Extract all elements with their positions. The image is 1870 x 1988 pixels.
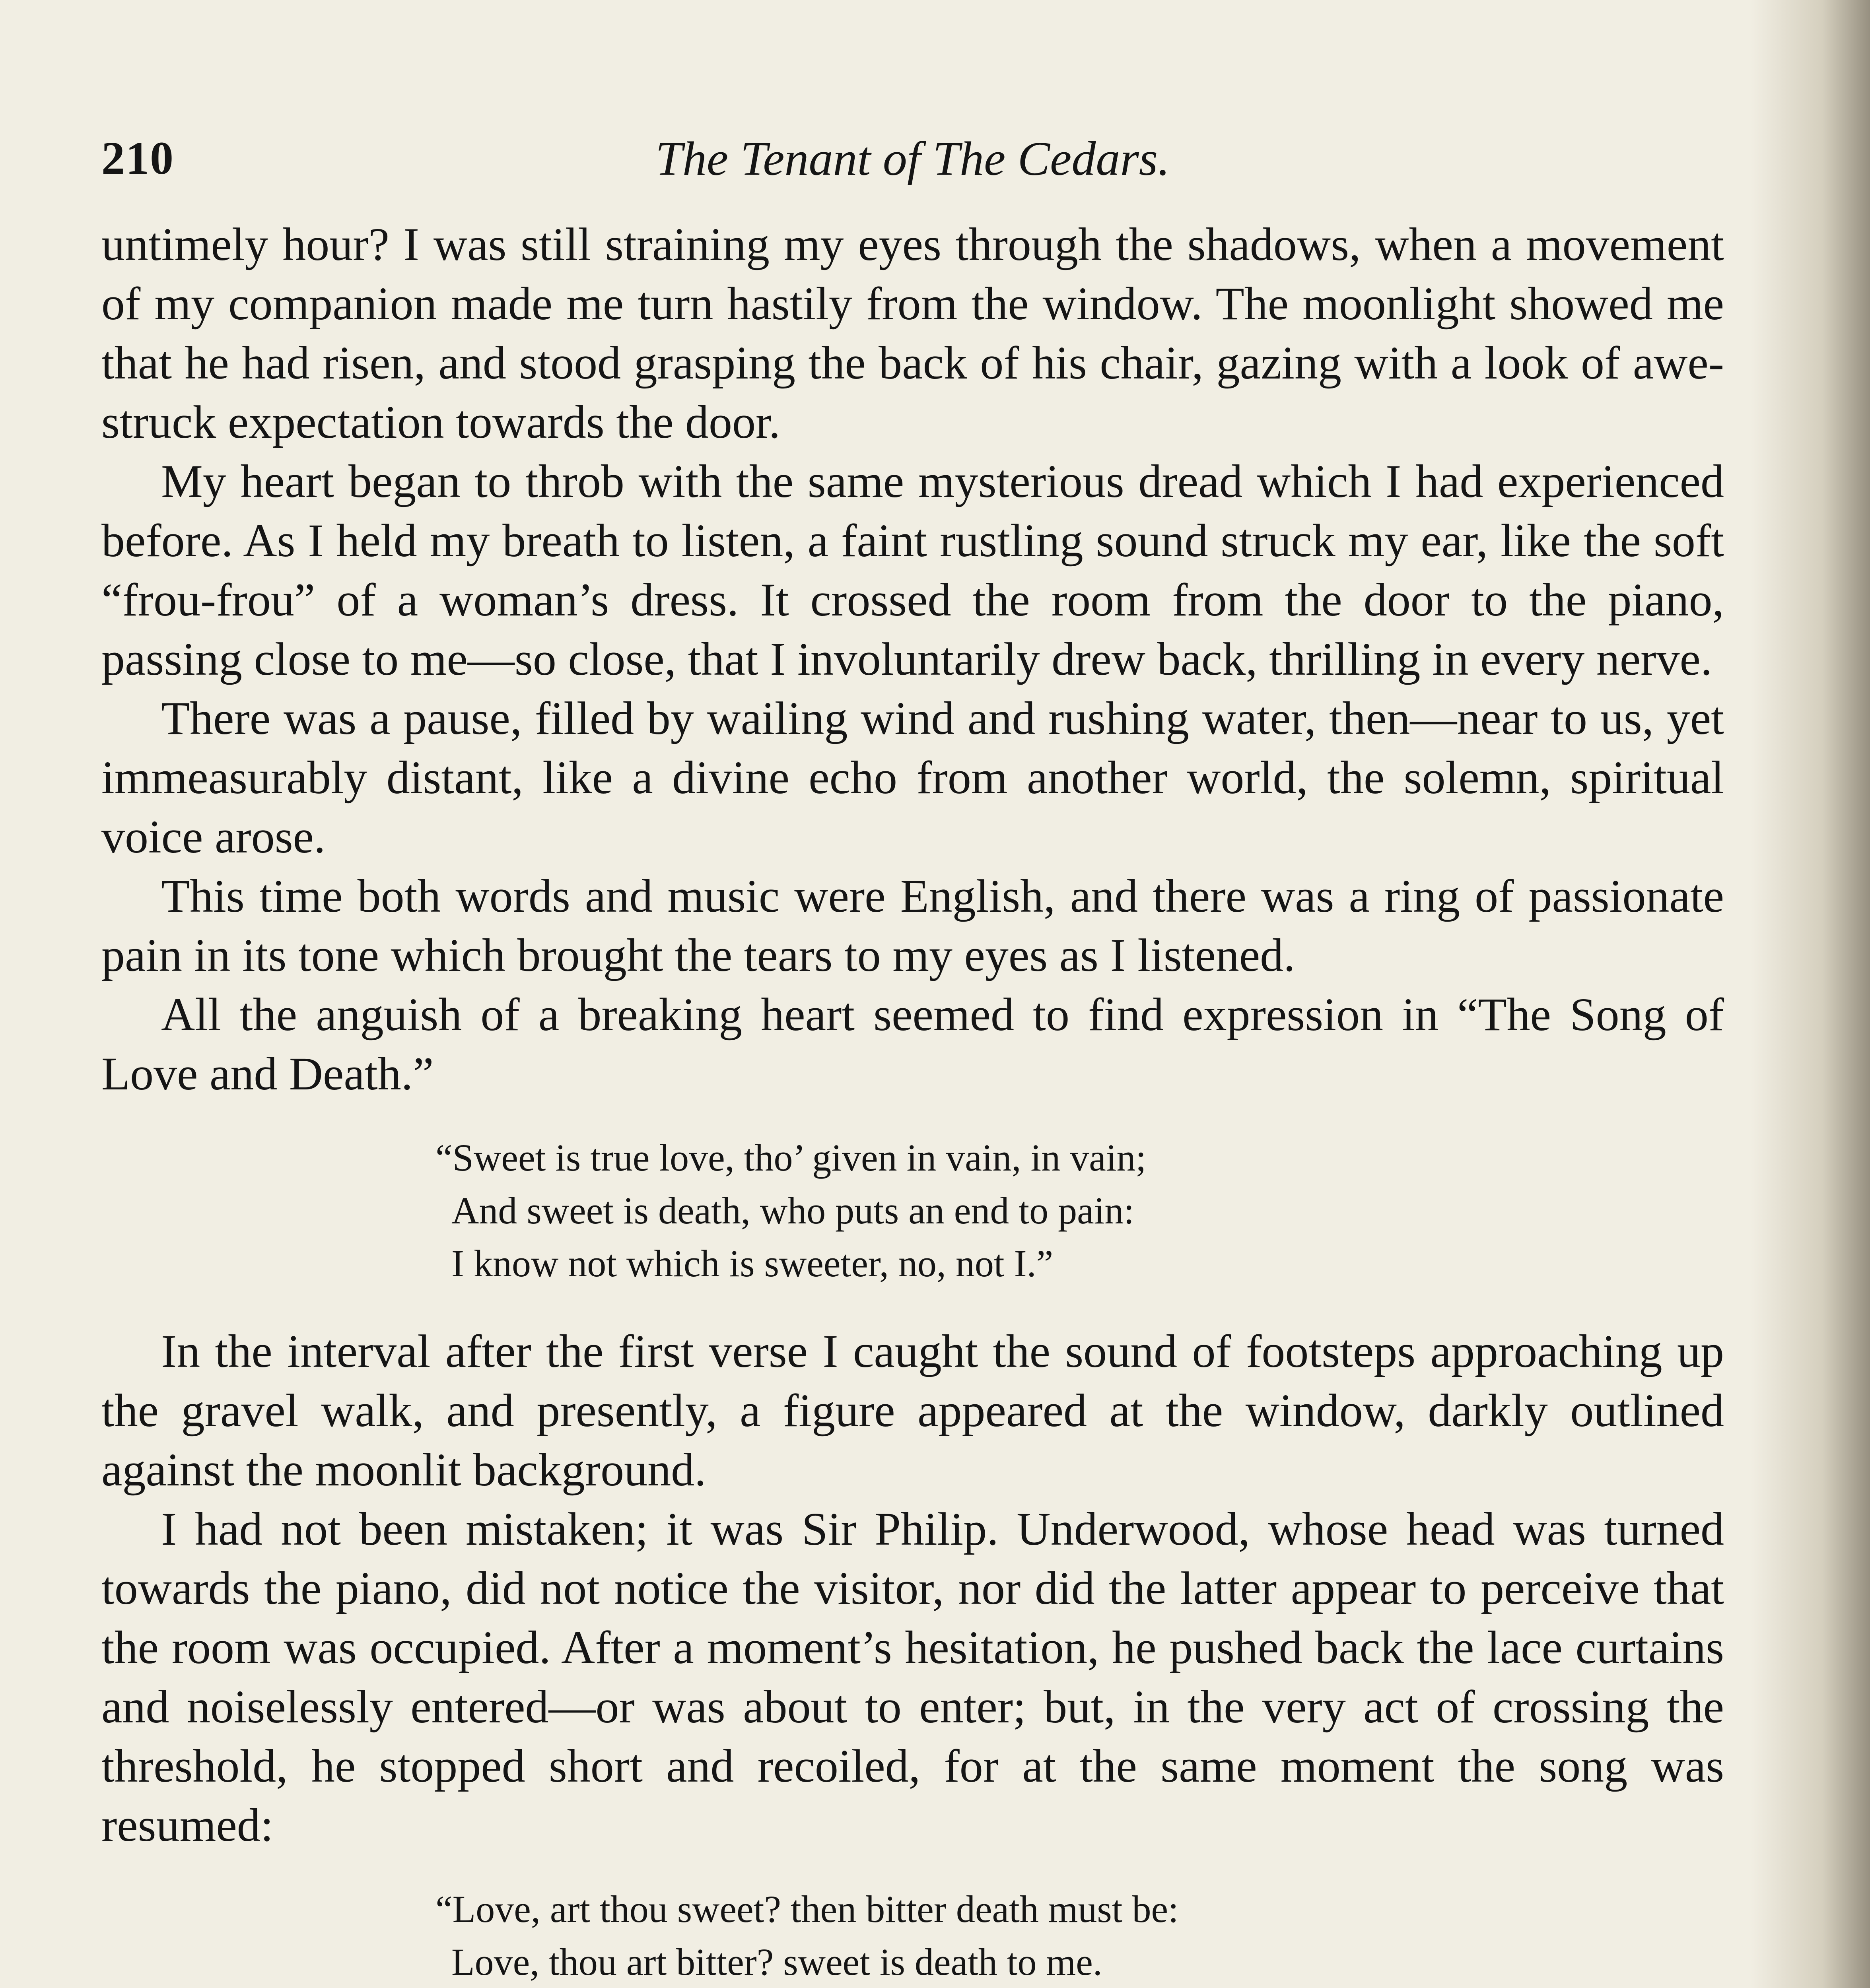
verse-stanza-1	[101, 1131, 1724, 1290]
paragraph: This time both words and music were English, and there was a ring of passionate pain in its tone which brought the tears to my eyes as I listened.	[101, 870, 1724, 981]
paragraph: In the interval after the first verse I caught the sound of footsteps approaching up the gravel walk, and presently, a figure appeared at the window, darkly outlined against the moonlit background.	[101, 1325, 1724, 1496]
verse-line: “Sweet is true love, tho’ given in vain, in vain;	[435, 1136, 1147, 1179]
verse-stanza-2	[101, 1883, 1724, 1988]
paragraph: There was a pause, filled by wailing wind and rushing water, then—near to us, yet immeasurably distant, like a divine echo from another world, the solemn, spiritual voice arose.	[101, 692, 1724, 863]
book-page	[101, 119, 1724, 1988]
body-text	[101, 215, 1724, 1988]
verse-line: “Love, art thou sweet? then bitter death must be:	[435, 1888, 1179, 1930]
page-header	[101, 119, 1724, 199]
paragraph: All the anguish of a breaking heart seemed to find expression in “The Song of Love and Death.”	[101, 988, 1724, 1100]
paragraph: untimely hour? I was still straining my eyes through the shadows, when a movement of my companion made me turn hastily from the window. The moonlight showed me that he had risen, and stood grasping the back of his chair, gazing with a look of awe-struck expectation towards the door.	[101, 218, 1724, 448]
page-edge-shadow	[1751, 0, 1870, 1988]
running-title: The Tenant of The Cedars.	[655, 132, 1170, 186]
verse-line: And sweet is death, who puts an end to pain:	[451, 1189, 1135, 1232]
verse-line: I know not which is sweeter, no, not I.”	[451, 1242, 1054, 1285]
page-number: 210	[101, 132, 174, 184]
verse-line: Love, thou art bitter? sweet is death to me.	[451, 1941, 1102, 1983]
paragraph: My heart began to throb with the same mysterious dread which I had experienced before. As I held my breath to listen, a faint rustling sound struck my ear, like the soft “frou-frou” of a woman’s dress. It crossed the room from the door to the piano, passing close to me—so close, that I involuntarily drew back, thrilling in every nerve.	[101, 455, 1724, 685]
paragraph: I had not been mistaken; it was Sir Philip. Underwood, whose head was turned towards the piano, did not notice the visitor, nor did the latter appear to perceive that the room was occupied. After a moment’s hesitation, he pushed back the lace curtains and noiselessly entered—or was about to enter; but, in the very act of crossing the threshold, he stopped short and recoiled, for at the same moment the song was resumed:	[101, 1503, 1724, 1851]
